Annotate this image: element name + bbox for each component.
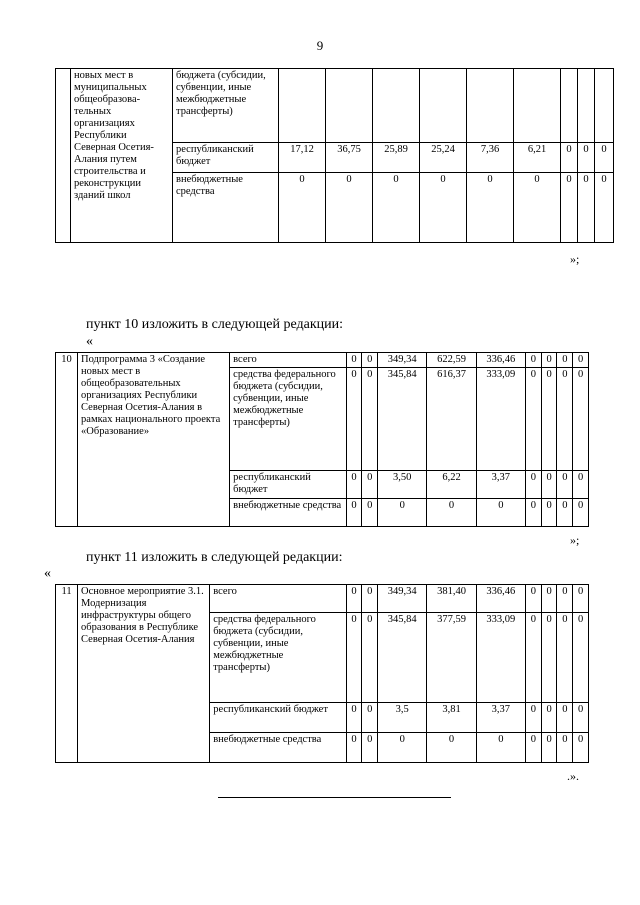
- row-number: 11: [56, 585, 78, 763]
- funding-source: республиканский бюджет: [230, 471, 346, 499]
- separator-line: [218, 797, 451, 798]
- funding-source: средства федерального бюджета (субсидии, субвенции, иные межбюджетные трансферты): [230, 368, 346, 471]
- funding-source: республиканский бюджет: [210, 703, 346, 733]
- table-row: внебюджетные средства 0 0 0 0 0 0 0 0 0: [56, 173, 614, 243]
- program-table-continued: [55, 68, 614, 243]
- funding-source: бюджета (субсидии, субвенции, иные межбюджетные трансферты): [173, 69, 279, 143]
- row-number: 10: [56, 353, 78, 527]
- table-row: республиканский бюджет 0 0 3,50 6,22 3,37 0 0 0 0: [56, 471, 589, 499]
- table-row: 11 Основное мероприятие 3.1. Модернизация инфраструктуры общего образования в Республике Северная Осетия-Алания всего 0 0 349,34 381,40 336,46 0 0 0 0: [56, 585, 589, 613]
- table-row: средства федерального бюджета (субсидии, субвенции, иные межбюджетные трансферты) 0 0 345,84 377,59 333,09 0 0 0 0: [56, 613, 589, 703]
- funding-source: всего: [210, 585, 346, 613]
- paragraph-instruction: пункт 10 изложить в следующей редакции:: [86, 317, 343, 332]
- funding-source: средства федерального бюджета (субсидии, субвенции, иные межбюджетные трансферты): [210, 613, 346, 703]
- closing-quote: »;: [570, 252, 580, 266]
- closing-quote: .».: [567, 769, 579, 783]
- funding-source: республиканский бюджет: [173, 143, 279, 173]
- program-table-item-10: [55, 352, 589, 527]
- closing-quote: »;: [570, 533, 580, 547]
- paragraph-instruction: пункт 11 изложить в следующей редакции:: [86, 550, 343, 565]
- table-row: республиканский бюджет 17,12 36,75 25,89 25,24 7,36 6,21 0 0 0: [56, 143, 614, 173]
- funding-source: всего: [230, 353, 346, 368]
- table-row: 10 Подпрограмма 3 «Создание новых мест в общеобразовательных организациях Республики Северная Осетия-Алания в рамках национального проекта «Образование» всего 0 0 349,34 622,59 336,46 0 0 0 0: [56, 353, 589, 368]
- funding-source: внебюджетные средства: [210, 733, 346, 763]
- table-row: внебюджетные средства 0 0 0 0 0 0 0 0 0: [56, 499, 589, 527]
- page-number: 9: [316, 38, 324, 53]
- funding-source: внебюджетные средства: [173, 173, 279, 243]
- funding-source: внебюджетные средства: [230, 499, 346, 527]
- table-row: внебюджетные средства 0 0 0 0 0 0 0 0 0: [56, 733, 589, 763]
- table-row: [56, 69, 614, 143]
- opening-quote: «: [86, 334, 93, 349]
- measure-description: Подпрограмма 3 «Создание новых мест в общеобразовательных организациях Республики Северная Осетия-Алания в рамках национального проекта «Образование»: [78, 353, 230, 527]
- measure-description: новых мест в муниципальных общеобразова-тельных организациях Республики Северная Осетия-Алания путем строительства и реконструкции зданий школ: [71, 69, 173, 243]
- measure-description: Основное мероприятие 3.1. Модернизация инфраструктуры общего образования в Республике Северная Осетия-Алания: [78, 585, 210, 763]
- opening-quote: «: [44, 566, 51, 581]
- program-table-item-11: [55, 584, 589, 763]
- table-row: средства федерального бюджета (субсидии, субвенции, иные межбюджетные трансферты) 0 0 345,84 616,37 333,09 0 0 0 0: [56, 368, 589, 471]
- table-row: республиканский бюджет 0 0 3,5 3,81 3,37 0 0 0 0: [56, 703, 589, 733]
